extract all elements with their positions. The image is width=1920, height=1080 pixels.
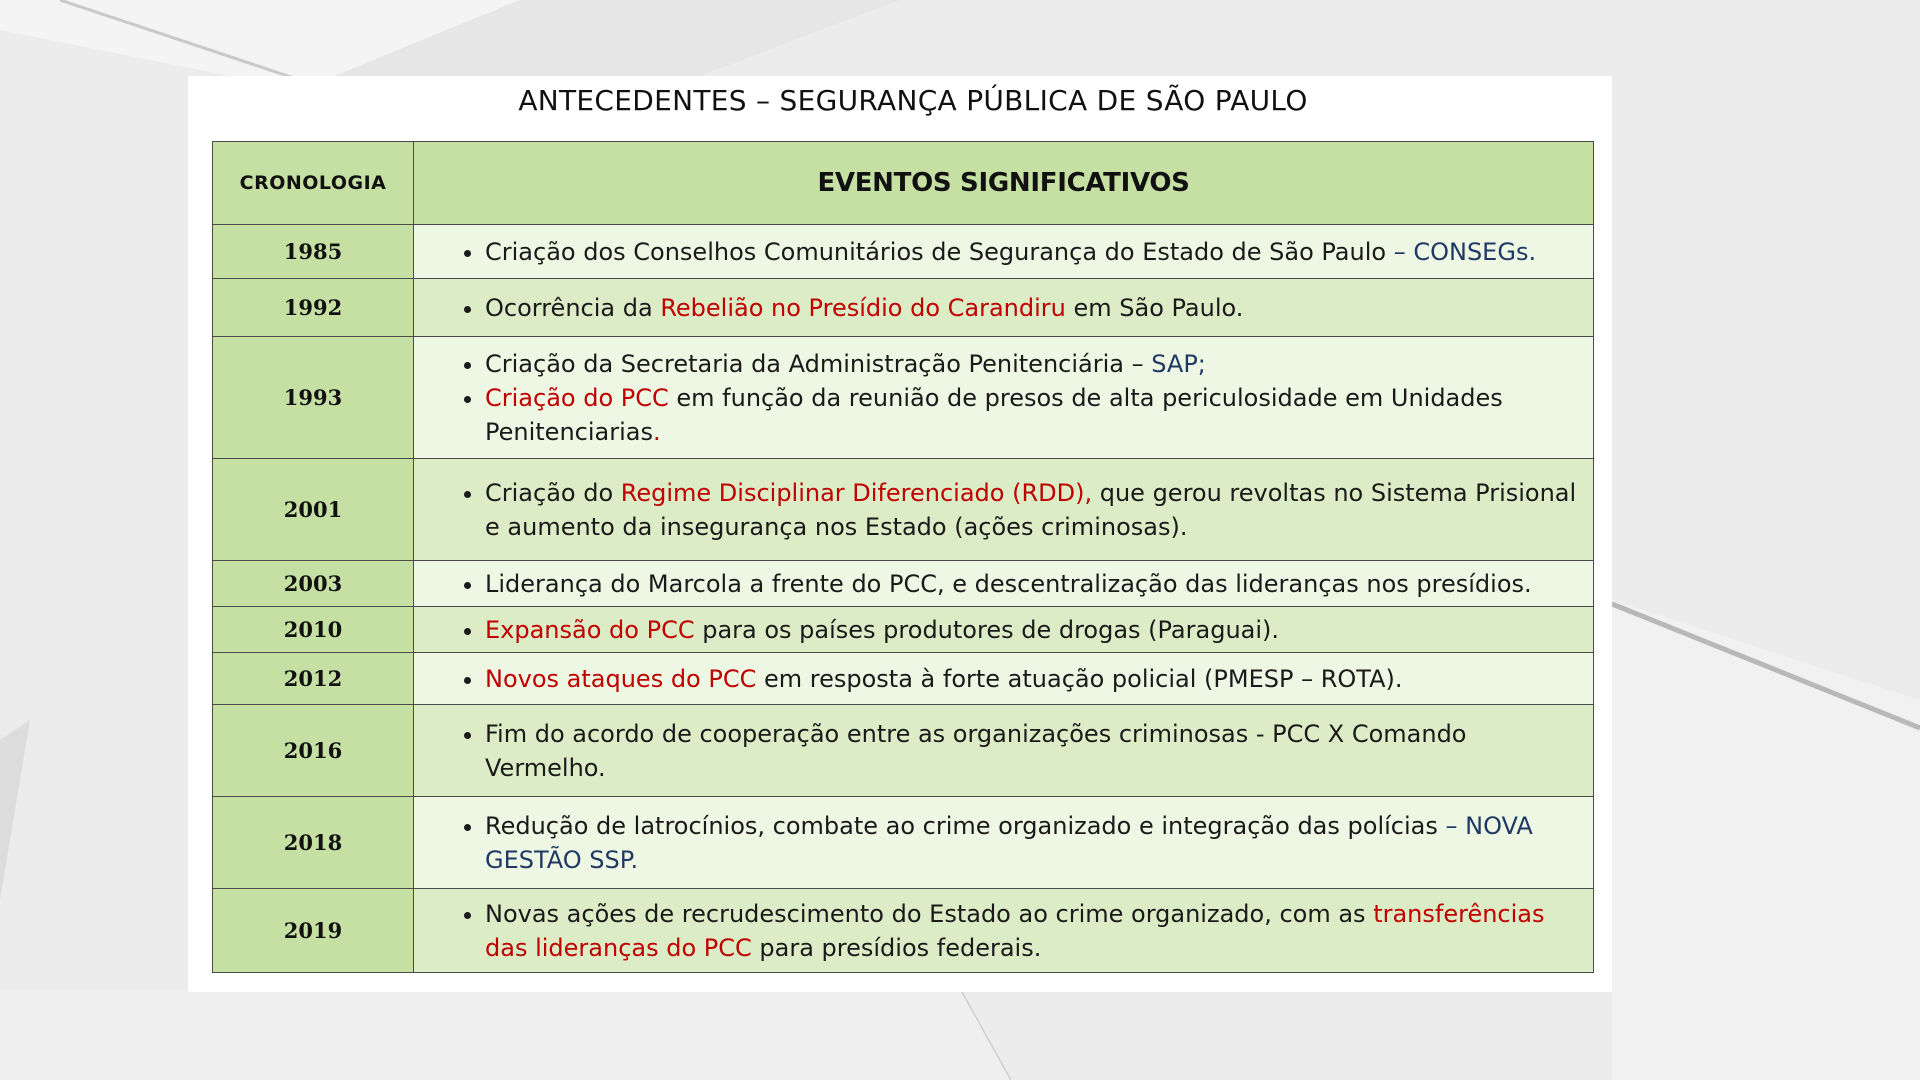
- table-row: [213, 337, 1594, 459]
- event-text: Criação dos Conselhos Comunitários de Segurança do Estado de São Paulo: [485, 237, 1394, 266]
- year-cell: 2010: [213, 607, 414, 653]
- event-item: [485, 347, 1583, 381]
- year-cell: 2012: [213, 653, 414, 705]
- event-cell: [414, 225, 1594, 279]
- header-eventos: EVENTOS SIGNIFICATIVOS: [414, 142, 1594, 225]
- event-list: [414, 476, 1593, 544]
- event-text: Ocorrência da: [485, 293, 661, 322]
- event-text: Criação da Secretaria da Administração Penitenciária –: [485, 349, 1152, 378]
- event-list: [414, 235, 1593, 269]
- header-cronologia: CRONOLOGIA: [213, 142, 414, 225]
- event-item: [485, 613, 1583, 647]
- event-item: [485, 662, 1583, 696]
- event-text: em resposta à forte atuação policial (PMESP – ROTA).: [756, 664, 1403, 693]
- highlight-red-text: .: [652, 417, 661, 446]
- table-row: [213, 459, 1594, 561]
- event-item: [485, 717, 1583, 785]
- highlight-red-text: Expansão do PCC: [485, 615, 695, 644]
- event-cell: [414, 607, 1594, 653]
- highlight-red-text: Novos ataques do PCC: [485, 664, 757, 693]
- event-list: [414, 347, 1593, 449]
- highlight-blue-text: – CONSEGs.: [1393, 237, 1537, 266]
- event-list: [414, 897, 1593, 965]
- page-title: ANTECEDENTES – SEGURANÇA PÚBLICA DE SÃO PAULO: [518, 84, 1308, 117]
- table-row: [213, 653, 1594, 705]
- event-text: para os países produtores de drogas (Paraguai).: [694, 615, 1280, 644]
- event-item: [485, 291, 1583, 325]
- event-text: em São Paulo.: [1065, 293, 1244, 322]
- table-row: [213, 889, 1594, 973]
- table-row: [213, 561, 1594, 607]
- event-text: Criação do: [485, 478, 621, 507]
- event-text: Liderança do Marcola a frente do PCC, e descentralização das lideranças nos presídios.: [485, 569, 1532, 598]
- event-item: [485, 809, 1583, 877]
- timeline-table: [212, 141, 1594, 973]
- event-cell: [414, 279, 1594, 337]
- year-cell: 2016: [213, 705, 414, 797]
- event-cell: [414, 459, 1594, 561]
- table-row: [213, 225, 1594, 279]
- event-item: [485, 476, 1583, 544]
- event-item: [485, 235, 1583, 269]
- highlight-red-text: Rebelião no Presídio do Carandiru: [660, 293, 1066, 322]
- year-cell: 1993: [213, 337, 414, 459]
- highlight-red-text: Criação do PCC: [485, 383, 669, 412]
- year-cell: 2018: [213, 797, 414, 889]
- event-item: [485, 381, 1583, 449]
- event-cell: [414, 797, 1594, 889]
- event-cell: [414, 337, 1594, 459]
- event-text: em função da reunião de presos de alta periculosidade em Unidades Penitenciarias: [485, 383, 1503, 446]
- year-cell: 2019: [213, 889, 414, 973]
- event-text: que gerou revoltas no Sistema Prisional e aumento da insegurança nos Estado (ações criminosas).: [485, 478, 1577, 541]
- highlight-red-text: Regime Disciplinar Diferenciado (RDD),: [620, 478, 1093, 507]
- highlight-blue-text: SAP;: [1151, 349, 1206, 378]
- event-list: [414, 613, 1593, 647]
- event-cell: [414, 561, 1594, 607]
- year-cell: 2001: [213, 459, 414, 561]
- event-text: Novas ações de recrudescimento do Estado ao crime organizado, com as: [485, 899, 1374, 928]
- event-list: [414, 662, 1593, 696]
- event-cell: [414, 705, 1594, 797]
- event-list: [414, 567, 1593, 601]
- table-row: [213, 797, 1594, 889]
- year-cell: 1985: [213, 225, 414, 279]
- event-list: [414, 717, 1593, 785]
- event-cell: [414, 653, 1594, 705]
- year-cell: 2003: [213, 561, 414, 607]
- table-row: [213, 279, 1594, 337]
- highlight-red-text: transferências das lideranças do PCC: [485, 899, 1545, 962]
- highlight-blue-text: – NOVA GESTÃO SSP.: [485, 811, 1533, 874]
- event-cell: [414, 889, 1594, 973]
- table-row: [213, 607, 1594, 653]
- event-text: Fim do acordo de cooperação entre as organizações criminosas - PCC X Comando Vermelho.: [485, 719, 1467, 782]
- event-text: Redução de latrocínios, combate ao crime organizado e integração das polícias: [485, 811, 1446, 840]
- event-text: para presídios federais.: [751, 933, 1042, 962]
- header-row: [213, 142, 1594, 225]
- event-list: [414, 809, 1593, 877]
- event-item: [485, 897, 1583, 965]
- event-item: [485, 567, 1583, 601]
- table-row: [213, 705, 1594, 797]
- event-list: [414, 291, 1593, 325]
- year-cell: 1992: [213, 279, 414, 337]
